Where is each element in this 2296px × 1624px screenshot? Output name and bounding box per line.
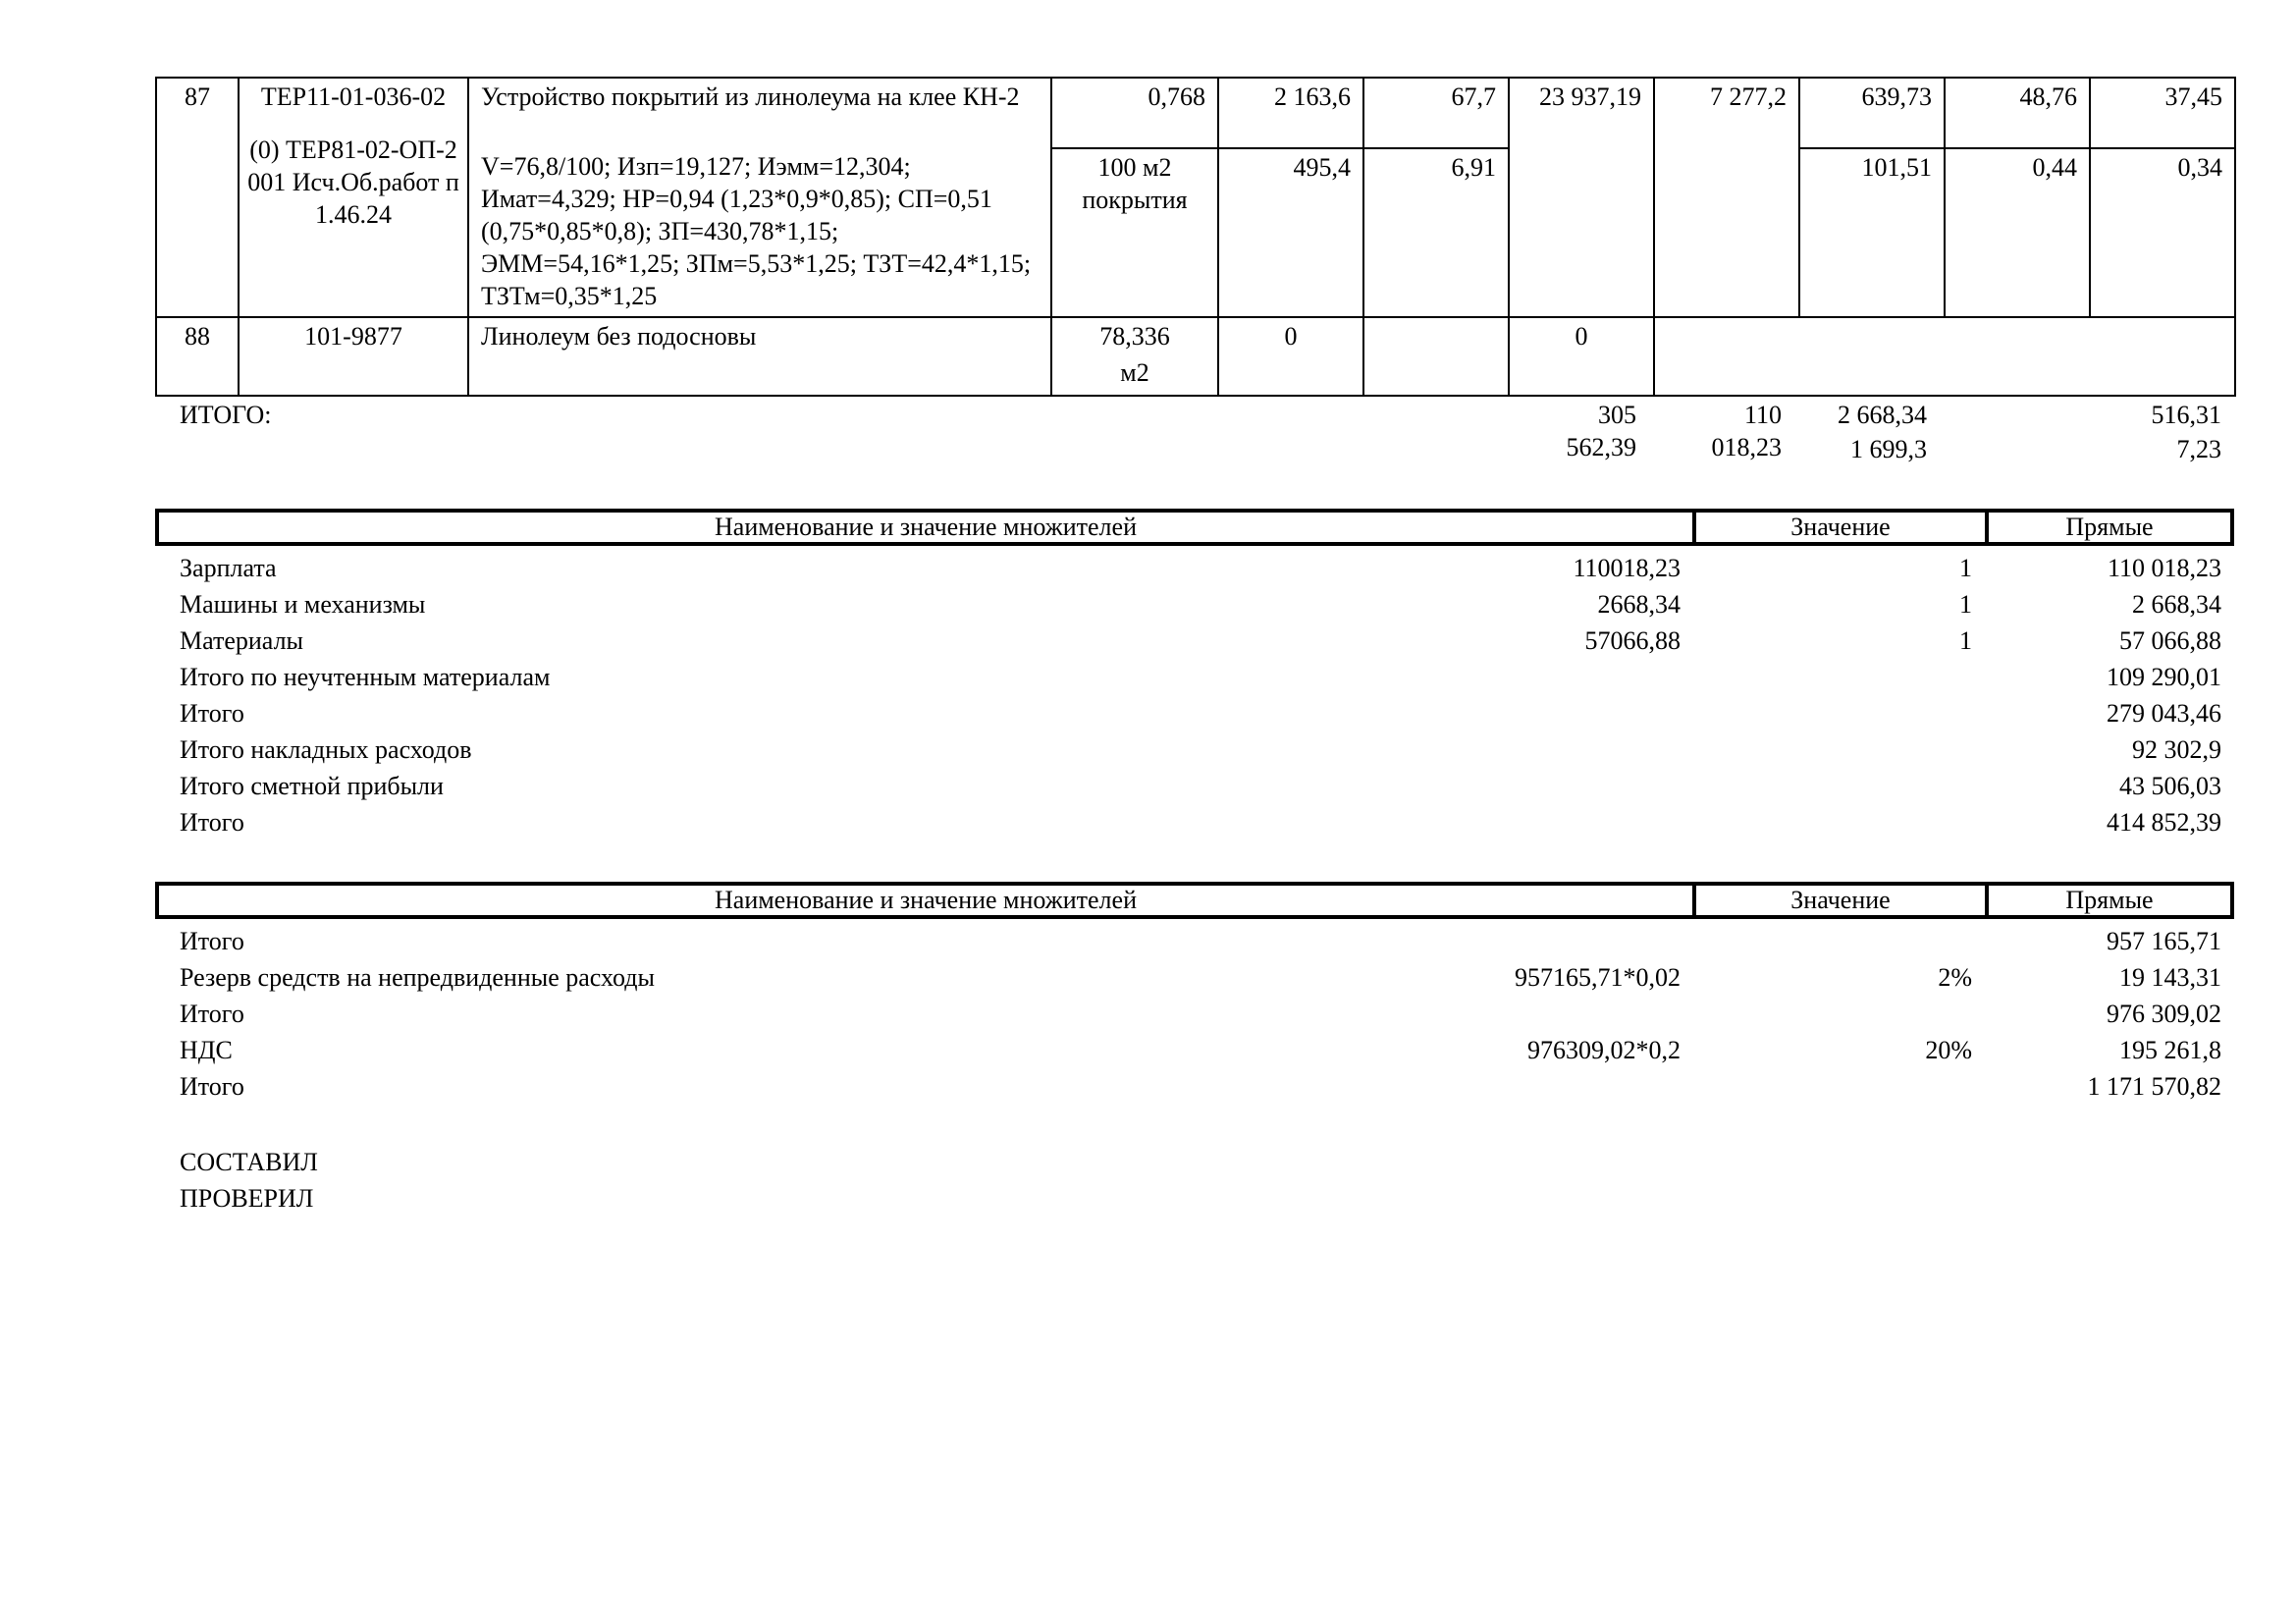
list-item (0, 661, 2296, 697)
resource-code: 101-9877 (239, 317, 468, 396)
labor-total: 37,45 (2090, 78, 2235, 148)
summary-wage-line1: 110 (1743, 401, 1782, 429)
row-direct: 957 165,71 (2107, 927, 2221, 955)
work-name: Линолеум без подосновы (468, 317, 1051, 396)
cost-total: 0 (1509, 317, 1654, 396)
row-number: 88 (156, 317, 239, 396)
signature-compiled: СОСТАВИЛ (180, 1148, 318, 1176)
row-base-value: 976309,02*0,2 (1527, 1036, 1681, 1064)
row-label: НДС (180, 1036, 233, 1064)
row-base-value: 57066,88 (1584, 626, 1681, 655)
unit-price-total: 2 163,6 (1218, 78, 1363, 148)
labor-per-unit-machinists: 0,44 (1945, 148, 2090, 317)
table-row (156, 148, 2235, 317)
row-direct: 195 261,8 (2119, 1036, 2221, 1064)
summary-machines-line2: 1 699,3 (1850, 435, 1927, 463)
row-base-value: 110018,23 (1573, 554, 1681, 582)
list-item (0, 806, 2296, 842)
row-label: Итого сметной прибыли (180, 772, 444, 800)
row-direct: 43 506,03 (2119, 772, 2221, 800)
quantity-cell (1051, 317, 1218, 396)
row-multiplier: 1 (1959, 554, 1972, 582)
row-direct: 19 143,31 (2119, 963, 2221, 992)
row-direct: 92 302,9 (2132, 735, 2221, 764)
table-row (156, 317, 2235, 396)
multipliers-list-2 (0, 925, 2296, 1111)
list-item (0, 1034, 2296, 1070)
signature-checked: ПРОВЕРИЛ (180, 1184, 314, 1213)
multipliers-header-1 (155, 509, 2234, 546)
row-number: 87 (156, 78, 239, 317)
list-item (0, 998, 2296, 1034)
resource-code: ТЕР11-01-036-02 (260, 82, 447, 111)
unit-price-total: 0 (1218, 317, 1363, 396)
row-label: Итого (180, 1000, 244, 1028)
row-multiplier: 20% (1925, 1036, 1972, 1064)
unit-price-wage: 495,4 (1218, 148, 1363, 317)
quantity: 78,336 (1099, 322, 1170, 351)
row-label: Машины и механизмы (180, 590, 426, 619)
machine-wage-total: 101,51 (1799, 148, 1945, 317)
row-label: Итого накладных расходов (180, 735, 472, 764)
unit: 100 м2 покрытия (1051, 148, 1218, 317)
row-multiplier: 1 (1959, 590, 1972, 619)
multipliers-list-1 (0, 552, 2296, 846)
header-direct: Прямые (2065, 886, 2154, 914)
summary-total-line2: 562,39 (1566, 433, 1636, 461)
row-direct: 976 309,02 (2107, 1000, 2221, 1028)
row-direct: 110 018,23 (2107, 554, 2221, 582)
row-multiplier: 2% (1938, 963, 1972, 992)
header-name: Наименование и значение множителей (715, 886, 1137, 914)
unit: м2 (1120, 358, 1149, 387)
row-direct: 1 171 570,82 (2087, 1072, 2221, 1101)
estimate-table (155, 77, 2236, 397)
row-base-value: 957165,71*0,02 (1515, 963, 1681, 992)
summary-labor-line1: 516,31 (2151, 401, 2221, 429)
row-direct: 414 852,39 (2107, 808, 2221, 837)
empty-cell (1363, 317, 1509, 396)
summary-total-line1: 305 (1598, 401, 1636, 429)
header-value: Значение (1790, 513, 1891, 541)
summary-label: ИТОГО: (180, 401, 272, 429)
quantity: 0,768 (1051, 78, 1218, 148)
list-item (0, 770, 2296, 806)
unit-price-machine-wage: 6,91 (1363, 148, 1509, 317)
list-item (0, 925, 2296, 961)
work-formula: V=76,8/100; Изп=19,127; Иэмм=12,304; Имат=4,329; НР=0,94 (1,23*0,9*0,85); СП=0,51 (0,75*0,85*0,8); ЗП=430,78*1,15; ЭММ=54,16*1,25; ЗПм=5,53*1,25; ТЗТ=42,4*1,15; ТЗТм=0,35*1,25 (468, 148, 1051, 317)
machines-total: 639,73 (1799, 78, 1945, 148)
list-item (0, 624, 2296, 661)
labor-per-unit: 48,76 (1945, 78, 2090, 148)
row-label: Итого по неучтенным материалам (180, 663, 551, 691)
row-label: Итого (180, 927, 244, 955)
wage-total: 7 277,2 (1654, 78, 1799, 317)
row-label: Материалы (180, 626, 304, 655)
list-item (0, 961, 2296, 998)
row-label: Резерв средств на непредвиденные расходы (180, 963, 655, 992)
cost-total: 23 937,19 (1509, 78, 1654, 317)
summary-wage-line2: 018,23 (1711, 433, 1782, 461)
list-item (0, 552, 2296, 588)
table-row (156, 78, 2235, 148)
row-label: Итого (180, 699, 244, 728)
resource-code-note: (0) ТЕР81-02-ОП-2001 Исч.Об.работ п1.46.24 (247, 135, 459, 229)
row-direct: 57 066,88 (2119, 626, 2221, 655)
row-direct: 279 043,46 (2107, 699, 2221, 728)
row-multiplier: 1 (1959, 626, 1972, 655)
work-name: Устройство покрытий из линолеума на клее КН-2 (468, 78, 1051, 148)
multipliers-header-2 (155, 882, 2234, 919)
header-value: Значение (1790, 886, 1891, 914)
unit-price-machines: 67,7 (1363, 78, 1509, 148)
row-label: Итого (180, 808, 244, 837)
list-item (0, 697, 2296, 733)
list-item (0, 1070, 2296, 1107)
resource-code-cell (239, 78, 468, 317)
row-direct: 109 290,01 (2107, 663, 2221, 691)
header-direct: Прямые (2065, 513, 2154, 541)
list-item (0, 733, 2296, 770)
summary-labor-line2: 7,23 (2176, 435, 2221, 463)
row-direct: 2 668,34 (2132, 590, 2221, 619)
row-label: Итого (180, 1072, 244, 1101)
labor-total-machinists: 0,34 (2090, 148, 2235, 317)
row-base-value: 2668,34 (1597, 590, 1681, 619)
list-item (0, 588, 2296, 624)
header-name: Наименование и значение множителей (715, 513, 1137, 541)
summary-machines-line1: 2 668,34 (1838, 401, 1927, 429)
empty-cell (1654, 317, 2235, 396)
row-label: Зарплата (180, 554, 277, 582)
